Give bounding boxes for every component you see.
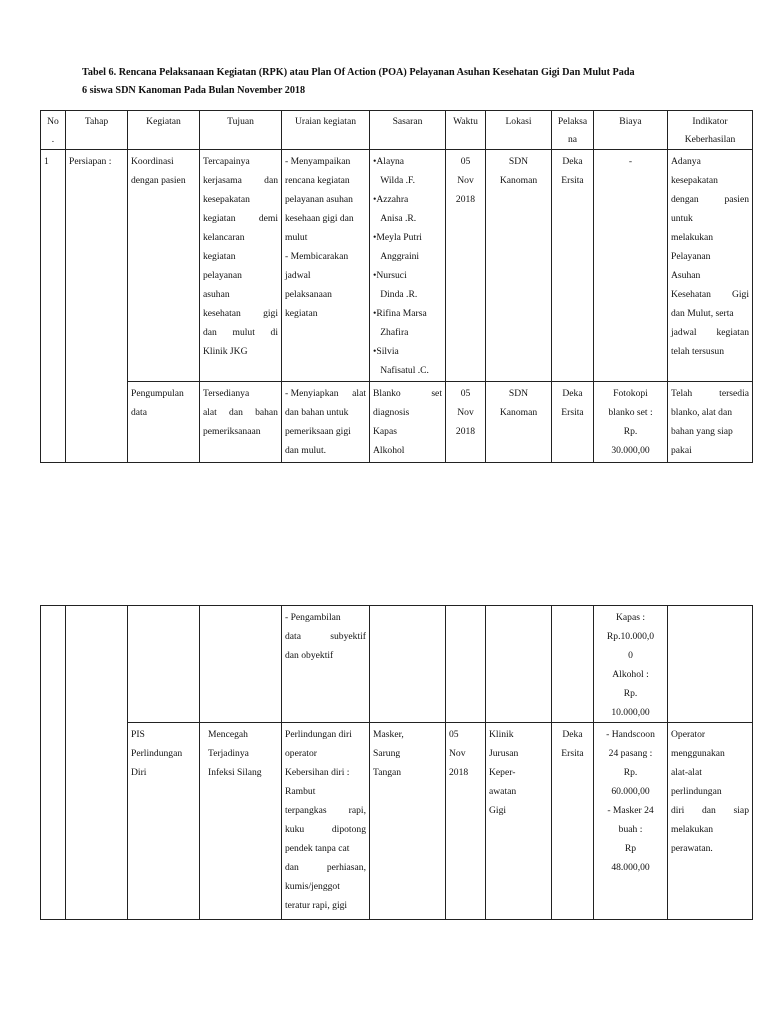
- title-line-1: Tabel 6. Rencana Pelaksanaan Kegiatan (RPK) atau Plan Of Action (POA) Pelayanan Asuhan Kesehatan Gigi Dan Mulut Pada: [82, 67, 635, 78]
- header-indikator: Indikator Keberhasilan: [668, 111, 753, 150]
- header-waktu: Waktu: [446, 111, 486, 150]
- cell-sasaran: [370, 606, 446, 723]
- cell-biaya: [594, 723, 668, 920]
- cell-line: pemeriksaan gigi: [285, 426, 351, 437]
- header-kegiatan: Kegiatan: [128, 111, 200, 150]
- cell-line: dengan pasien: [131, 175, 186, 186]
- cell-line: telah tersusun: [671, 346, 725, 357]
- header-row: [41, 111, 753, 150]
- cell-no: 1: [41, 150, 66, 463]
- cell-line: •Alayna: [373, 156, 405, 167]
- cell-line: perawatan.: [671, 843, 713, 854]
- cell-line: dan obyektif: [285, 650, 334, 661]
- cell-line: dan mulut.: [285, 445, 327, 456]
- cell-line: asuhan: [203, 289, 230, 300]
- cell-lokasi: [486, 382, 552, 463]
- cell-lokasi: [486, 723, 552, 920]
- cell-line: Anggraini: [373, 251, 420, 262]
- cell-line: •Rifina Marsa: [373, 308, 427, 319]
- cell-tahap: [66, 606, 128, 920]
- table-row: [41, 723, 753, 920]
- cell-line: jadwal kegiatan: [671, 327, 749, 338]
- cell-line: pendek tanpa cat: [285, 843, 350, 854]
- cell-line: teratur rapi, gigi: [285, 900, 348, 911]
- cell-line: Deka: [562, 388, 583, 399]
- cell-line: 05: [449, 729, 459, 740]
- cell-line: Mencegah: [208, 729, 248, 740]
- cell-line: Kapas: [373, 426, 397, 437]
- cell-waktu: [446, 150, 486, 382]
- cell-line: melakukan: [671, 232, 714, 243]
- cell-line: 10.000,00: [611, 707, 650, 718]
- cell-line: Rp.10.000,0: [606, 631, 655, 642]
- cell-line: Deka: [562, 729, 583, 740]
- cell-line: 05: [460, 388, 471, 399]
- cell-line: Dinda .R.: [373, 289, 418, 300]
- poa-table-part-1: [40, 110, 753, 463]
- cell-line: Rambut: [285, 786, 316, 797]
- cell-line: Nov: [457, 407, 474, 418]
- cell-line: 60.000,00: [611, 786, 650, 797]
- cell-line: kuku dipotong: [285, 824, 366, 835]
- cell-line: Nafisatul .C.: [373, 365, 429, 376]
- cell-line: Terjadinya: [208, 748, 249, 759]
- cell-line: Kanoman: [499, 407, 538, 418]
- cell-no: [41, 606, 66, 920]
- cell-line: blanko set :: [608, 407, 653, 418]
- cell-line: Perlindungan diri: [285, 729, 352, 740]
- cell-line: •Nursuci: [373, 270, 407, 281]
- cell-line: Keper-: [489, 767, 516, 778]
- cell-line: - Handscoon: [606, 729, 655, 740]
- cell-line: •Silvia: [373, 346, 399, 357]
- header-tujuan: Tujuan: [200, 111, 282, 150]
- cell-line: Fotokopi: [613, 388, 648, 399]
- cell-line: Adanya: [671, 156, 701, 167]
- cell-line: Jurusan: [489, 748, 519, 759]
- cell-line: Diri: [131, 767, 147, 778]
- cell-line: kerjasama dan: [203, 175, 278, 186]
- cell-line: Wilda .F.: [373, 175, 416, 186]
- cell-pelaksana: [552, 723, 594, 920]
- cell-line: data: [131, 407, 147, 418]
- cell-uraian: [282, 723, 370, 920]
- cell-line: untuk: [671, 213, 693, 224]
- header-biaya: Biaya: [594, 111, 668, 150]
- cell-line: Infeksi Silang: [208, 767, 262, 778]
- cell-line: bahan yang siap: [671, 426, 733, 437]
- cell-line: Kesehatan Gigi: [671, 289, 749, 300]
- cell-line: 24 pasang :: [608, 748, 653, 759]
- cell-sasaran: [370, 150, 446, 382]
- cell-uraian: [282, 382, 370, 463]
- cell-line: blanko, alat dan: [671, 407, 733, 418]
- header-sasaran: Sasaran: [370, 111, 446, 150]
- cell-line: menggunakan: [671, 748, 725, 759]
- cell-line: Ersita: [561, 407, 584, 418]
- cell-lokasi: [486, 606, 552, 723]
- cell-line: pelayanan asuhan: [285, 194, 353, 205]
- cell-line: 05: [460, 156, 471, 167]
- cell-line: dan mulut di: [203, 327, 278, 338]
- cell-uraian: [282, 150, 370, 382]
- cell-line: perlindungan: [671, 786, 722, 797]
- cell-line: Nov: [457, 175, 474, 186]
- cell-indikator: [668, 723, 753, 920]
- cell-line: - Menyiapkan alat: [285, 388, 366, 399]
- cell-tujuan: [200, 382, 282, 463]
- cell-line: pelaksanaan: [285, 289, 332, 300]
- cell-line: Ersita: [561, 175, 584, 186]
- cell-line: kesehaan gigi dan: [285, 213, 354, 224]
- cell-line: PIS: [131, 729, 145, 740]
- cell-biaya: -: [594, 150, 668, 382]
- cell-line: Pelayanan: [671, 251, 711, 262]
- cell-line: Pengumpulan: [131, 388, 184, 399]
- cell-line: dan bahan untuk: [285, 407, 349, 418]
- cell-line: Alkohol: [373, 445, 405, 456]
- cell-line: Tangan: [373, 767, 402, 778]
- cell-line: 2018: [455, 426, 476, 437]
- cell-indikator: [668, 382, 753, 463]
- cell-line: kesehatan gigi: [203, 308, 278, 319]
- cell-line: alat-alat: [671, 767, 702, 778]
- cell-line: Tersedianya: [203, 388, 250, 399]
- cell-line: 30.000,00: [611, 445, 650, 456]
- cell-biaya: [594, 606, 668, 723]
- cell-line: Perlindungan: [131, 748, 183, 759]
- cell-line: awatan: [489, 786, 517, 797]
- cell-line: 2018: [455, 194, 476, 205]
- cell-line: Blanko set: [373, 388, 442, 399]
- cell-line: 48.000,00: [611, 862, 650, 873]
- cell-pelaksana: [552, 150, 594, 382]
- cell-uraian: [282, 606, 370, 723]
- cell-pelaksana: [552, 606, 594, 723]
- cell-line: kelancaran: [203, 232, 245, 243]
- cell-line: Sarung: [373, 748, 401, 759]
- poa-table-part-2: [40, 605, 753, 920]
- cell-kegiatan: [128, 382, 200, 463]
- cell-line: dan Mulut, serta: [671, 308, 734, 319]
- cell-line: pemeriksanaan: [203, 426, 261, 437]
- cell-line: Rp.: [623, 767, 638, 778]
- cell-line: Koordinasi: [131, 156, 174, 167]
- cell-sasaran: [370, 382, 446, 463]
- header-uraian: Uraian kegiatan: [282, 111, 370, 150]
- table-row: [41, 606, 753, 723]
- cell-line: pakai: [671, 445, 692, 456]
- cell-line: Masker,: [373, 729, 404, 740]
- cell-tahap: Persiapan :: [66, 150, 128, 463]
- cell-pelaksana: [552, 382, 594, 463]
- header-tahap: Tahap: [66, 111, 128, 150]
- cell-line: Rp.: [623, 688, 638, 699]
- cell-line: data subyektif: [285, 631, 366, 642]
- cell-indikator: [668, 606, 753, 723]
- cell-line: •Azzahra: [373, 194, 409, 205]
- cell-line: Kebersihan diri :: [285, 767, 350, 778]
- cell-sasaran: [370, 723, 446, 920]
- cell-line: Rp.: [623, 426, 638, 437]
- cell-line: kesepakatan: [203, 194, 250, 205]
- table-row: [41, 150, 753, 382]
- cell-line: Alkohol :: [612, 669, 649, 680]
- cell-line: Asuhan: [671, 270, 701, 281]
- cell-kegiatan: [128, 723, 200, 920]
- cell-line: alat dan bahan: [203, 407, 278, 418]
- cell-kegiatan: [128, 606, 200, 723]
- title-line-2: 6 siswa SDN Kanoman Pada Bulan November 2018: [82, 85, 306, 96]
- cell-line: SDN: [508, 388, 529, 399]
- table-title: [82, 64, 722, 100]
- cell-line: operator: [285, 748, 317, 759]
- cell-kegiatan: [128, 150, 200, 382]
- cell-line: SDN: [508, 156, 529, 167]
- cell-tujuan: [200, 150, 282, 382]
- header-pelaksana: Pelaksa na: [552, 111, 594, 150]
- cell-line: 2018: [449, 767, 469, 778]
- header-lokasi: Lokasi: [486, 111, 552, 150]
- cell-line: jadwal: [285, 270, 311, 281]
- cell-line: Gigi: [489, 805, 507, 816]
- cell-line: kegiatan: [285, 308, 318, 319]
- cell-line: dan perhiasan,: [285, 862, 366, 873]
- cell-line: Kapas :: [615, 612, 646, 623]
- cell-line: kesepakatan: [671, 175, 718, 186]
- cell-line: kumis/jenggot: [285, 881, 340, 892]
- cell-line: diri dan siap: [671, 805, 749, 816]
- cell-waktu: [446, 723, 486, 920]
- cell-line: Anisa .R.: [373, 213, 417, 224]
- cell-line: Zhafira: [373, 327, 409, 338]
- cell-line: rencana kegiatan: [285, 175, 350, 186]
- cell-indikator: [668, 150, 753, 382]
- cell-line: Klinik: [489, 729, 514, 740]
- cell-line: - Masker 24: [607, 805, 654, 816]
- cell-waktu: [446, 606, 486, 723]
- table-row: [41, 382, 753, 463]
- cell-line: Klinik JKG: [203, 346, 248, 357]
- header-no: No .: [41, 111, 66, 150]
- cell-tujuan: [200, 723, 282, 920]
- cell-line: •Meyla Putri: [373, 232, 422, 243]
- cell-line: dengan pasien: [671, 194, 749, 205]
- cell-biaya: [594, 382, 668, 463]
- cell-line: Tercapainya: [203, 156, 250, 167]
- cell-line: buah :: [618, 824, 643, 835]
- cell-line: - Menyampaikan: [285, 156, 351, 167]
- cell-line: Operator: [671, 729, 706, 740]
- cell-line: kegiatan: [203, 251, 236, 262]
- cell-line: mulut: [285, 232, 308, 243]
- cell-line: Nov: [449, 748, 466, 759]
- cell-line: Deka: [562, 156, 583, 167]
- cell-line: kegiatan demi: [203, 213, 278, 224]
- cell-line: terpangkas rapi,: [285, 805, 366, 816]
- cell-line: Rp: [624, 843, 637, 854]
- cell-line: Kanoman: [499, 175, 538, 186]
- cell-tujuan: [200, 606, 282, 723]
- cell-line: melakukan: [671, 824, 714, 835]
- cell-line: - Pengambilan: [285, 612, 341, 623]
- cell-line: 0: [628, 650, 633, 661]
- cell-waktu: [446, 382, 486, 463]
- cell-line: diagnosis: [373, 407, 410, 418]
- cell-line: Telah tersedia: [671, 388, 749, 399]
- cell-line: Ersita: [561, 748, 584, 759]
- cell-line: pelayanan: [203, 270, 242, 281]
- cell-line: - Membicarakan: [285, 251, 349, 262]
- cell-lokasi: [486, 150, 552, 382]
